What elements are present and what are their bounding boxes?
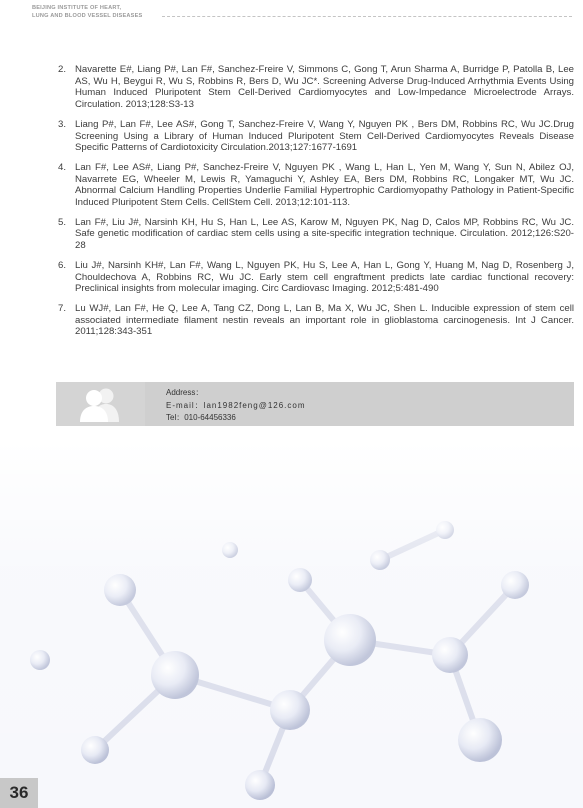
reference-text: Lu WJ#, Lan F#, He Q, Lee A, Tang CZ, Dong L, Lan B, Ma X, Wu JC, Shen L. Inducible expression of stem cell associated intermediate filament nestin reveals an important role in glioblastoma carcinogenesis. Int J Cancer. 2011;128:343-351 — [75, 302, 574, 338]
reference-item — [58, 119, 574, 154]
people-icon — [75, 386, 125, 422]
contact-address: Address： — [166, 388, 204, 397]
page-number: 36 — [0, 778, 38, 808]
reference-text: Liu J#, Narsinh KH#, Lan F#, Wang L, Nguyen PK, Hu S, Lee A, Han L, Gong Y, Huang M, Nag D, Rosenberg J, Chouldechova A, Robbins RC, Wu JC. Early stem cell engraftment predicts late cardiac functional recovery: Preclinical insights from molecular imaging. Circ Cardiovasc Imaging. 2012;5:481-490 — [75, 259, 574, 295]
reference-text: Lan F#, Lee AS#, Liang P#, Sanchez-Freire V, Nguyen PK , Wang L, Han L, Yen M, Wang Y, Sun N, Abilez OJ, Navarrete EG, Wheeler M, Lewis R, Yamaguchi Y, Ashley EA, Bers DM, Robbins RC, Longaker MT, Wu JC. Abnormal Calcium Handling Properties Underlie Familial Hypertrophic Cardiomyopathy Pathology in Patient-Specific Induced Pluripotent Stem Cells. CellStem Cell. 2013;12:101-113. — [75, 161, 574, 209]
contact-phone: Tel：010-64456336 — [166, 413, 236, 422]
reference-item — [58, 64, 574, 111]
reference-text: Liang P#, Lan F#, Lee AS#, Gong T, Sanchez-Freire V, Wang Y, Nguyen PK , Bers DM, Robbins RC, Wu JC.Drug Screening Using a Library of Human Induced Pluripotent Stem Cell-Derived Cardiomyocytes Reveals Disease Specific Patterns of Cardiotoxicity Circulation.2013;127:1677-1691 — [75, 118, 574, 154]
contact-email: E-mail：lan1982feng@126.com — [166, 400, 306, 410]
contact-box — [56, 382, 574, 426]
reference-item — [58, 217, 574, 252]
header-divider — [162, 16, 572, 17]
running-header — [32, 4, 572, 24]
reference-number: 3. — [58, 118, 67, 130]
reference-number: 2. — [58, 64, 67, 75]
reference-number: 5. — [58, 216, 67, 228]
avatar — [56, 382, 145, 426]
molecule-background-image — [0, 440, 583, 808]
header-institute-line2: LUNG AND BLOOD VESSEL DISEASES — [32, 13, 143, 19]
reference-text: Navarette E#, Liang P#, Lan F#, Sanchez-Freire V, Simmons C, Gong T, Arun Sharma A, Burridge P, Patolla B, Lee AS, Wu H, Beygui R, Wu S, Robbins R, Bers D, Wu JC*. Screening Adverse Drug-Induced Arrhythmia Events Using Human Induced Pluripotent Stem Cell-Derived Cardiomyocytes and Low-Impedance Microelectrode Arrays. Circulation. 2013;128:S3-13 — [75, 64, 574, 111]
contact-details — [166, 387, 306, 425]
reference-number: 4. — [58, 161, 67, 173]
reference-item — [58, 260, 574, 295]
reference-number: 6. — [58, 259, 67, 271]
reference-list — [58, 64, 574, 346]
reference-item — [58, 303, 574, 338]
reference-text: Lan F#, Liu J#, Narsinh KH, Hu S, Han L, Lee AS, Karow M, Nguyen PK, Nag D, Calos MP, Robbins RC, Wu JC. Safe genetic modification of cardiac stem cells using a site-specific integration technique. Circulation. 2012;126:S20-28 — [75, 216, 574, 252]
reference-number: 7. — [58, 302, 67, 314]
header-institute-line1: BEIJING INSTITUTE OF HEART, — [32, 5, 122, 11]
reference-item — [58, 162, 574, 209]
